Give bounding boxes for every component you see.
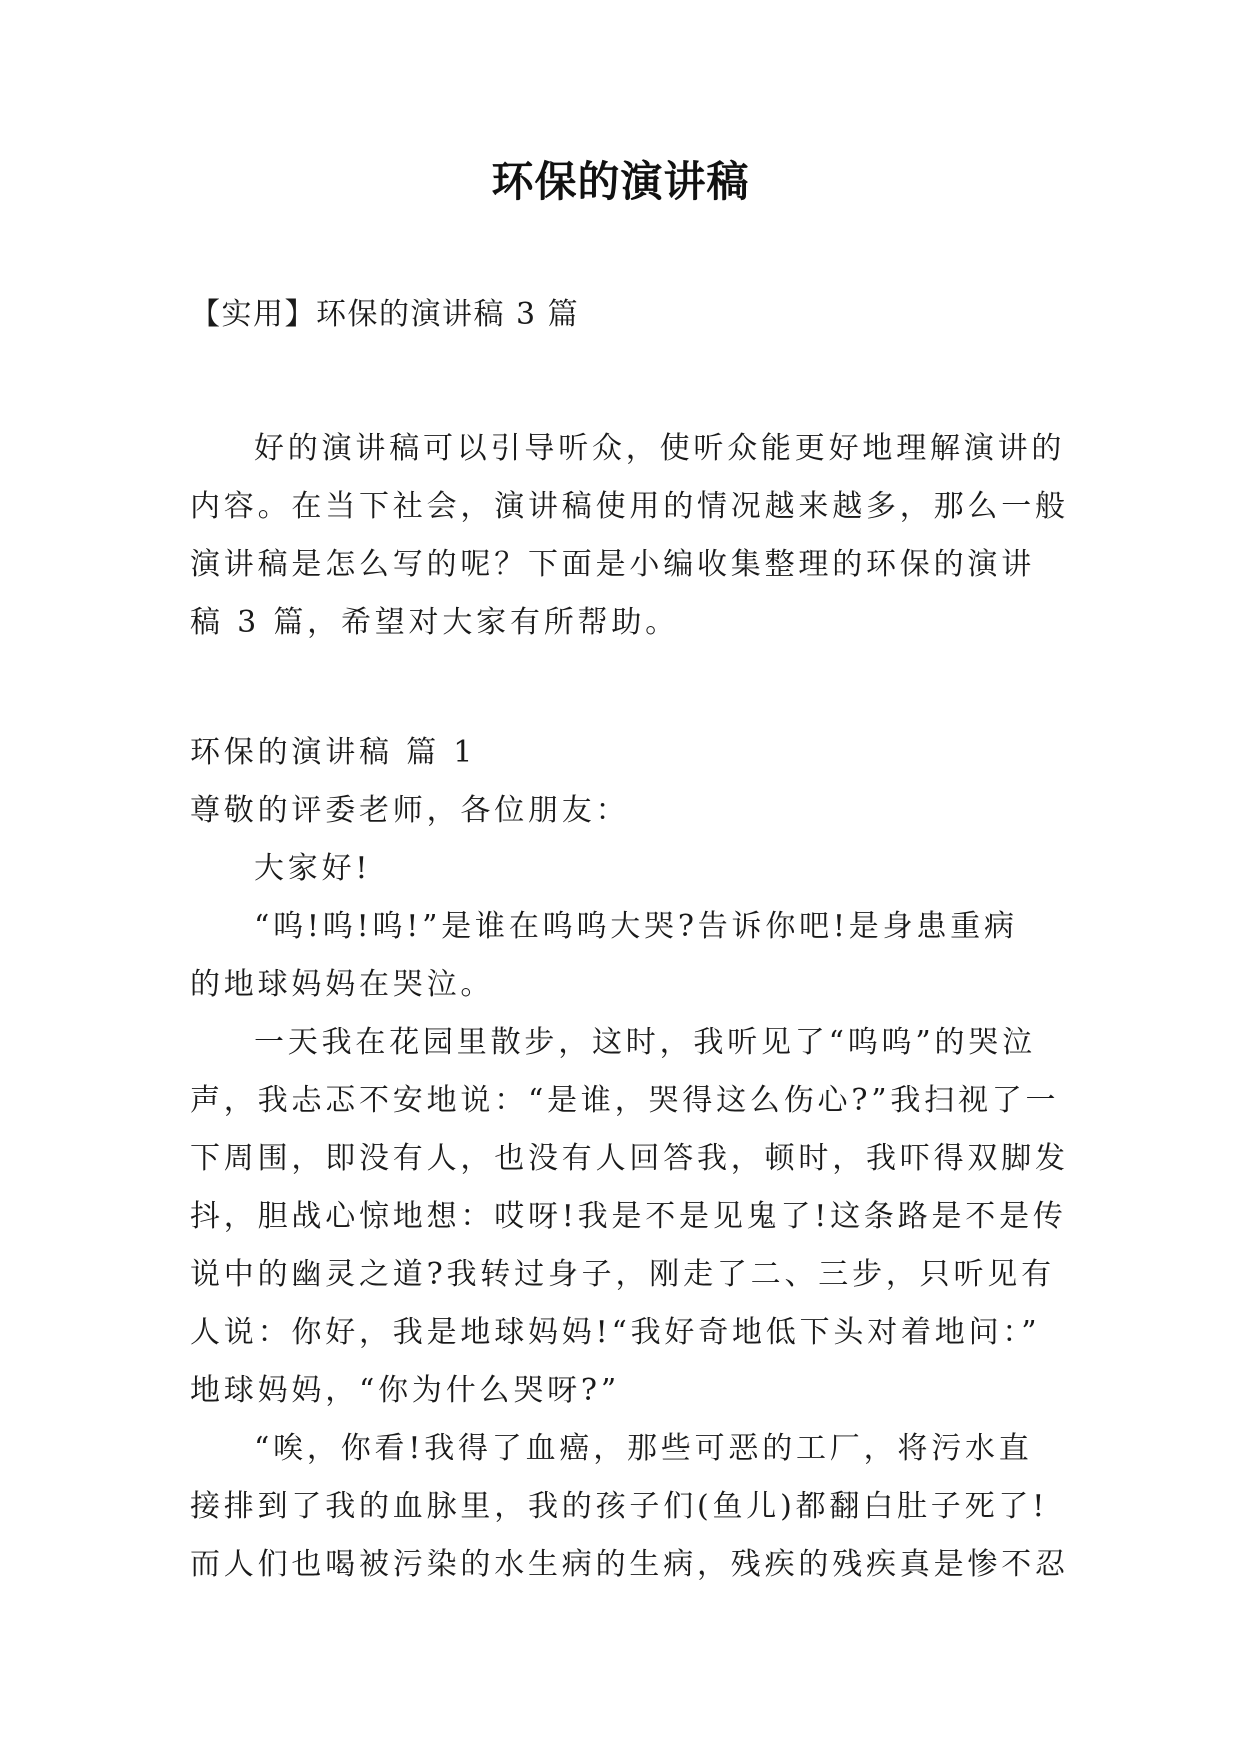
body-paragraph-3	[190, 1420, 1069, 1594]
spacer	[190, 344, 1052, 420]
intro-paragraph	[190, 420, 1069, 652]
intro-line: 稿 3 篇，希望对大家有所帮助。	[190, 605, 679, 640]
intro-line: 内容。在当下社会，演讲稿使用的情况越来越多，那么一般	[190, 489, 1069, 524]
paragraph-line: “呜!呜!呜!”是谁在呜呜大哭?告诉你吧!是身患重病	[254, 909, 1018, 944]
document-body	[190, 286, 1069, 1594]
intro-line: 演讲稿是怎么写的呢？下面是小编收集整理的环保的演讲	[190, 547, 1035, 582]
greeting: 大家好!	[254, 851, 372, 886]
paragraph-line: 而人们也喝被污染的水生病的生病，残疾的残疾真是惨不忍	[190, 1547, 1069, 1582]
paragraph-line: 说中的幽灵之道?我转过身子，刚走了二、三步，只听见有	[190, 1257, 1055, 1292]
section-heading: 环保的演讲稿 篇 1	[190, 735, 477, 770]
body-paragraph-2	[190, 1014, 1069, 1420]
salutation: 尊敬的评委老师，各位朋友：	[190, 793, 630, 828]
intro-line: 好的演讲稿可以引导听众，使听众能更好地理解演讲的	[254, 431, 1066, 466]
document-subtitle: 【实用】环保的演讲稿 3 篇	[190, 297, 580, 332]
page-title: 环保的演讲稿	[491, 157, 750, 206]
paragraph-line: 接排到了我的血脉里，我的孩子们(鱼儿)都翻白肚子死了!	[190, 1489, 1049, 1524]
paragraph-line: 抖，胆战心惊地想：哎呀!我是不是见鬼了!这条路是不是传	[190, 1199, 1067, 1234]
paragraph-line: 地球妈妈，“你为什么哭呀?”	[190, 1373, 620, 1408]
paragraph-line: 声，我忐忑不安地说：“是谁，哭得这么伤心?”我扫视了一	[190, 1083, 1060, 1118]
paragraph-line: “唉，你看!我得了血癌，那些可恶的工厂，将污水直	[254, 1431, 1033, 1466]
paragraph-line: 一天我在花园里散步，这时，我听见了“呜呜”的哭泣	[254, 1025, 1036, 1060]
body-paragraph-1	[190, 898, 1052, 1014]
paragraph-line: 的地球妈妈在哭泣。	[190, 967, 495, 1002]
paragraph-line: 下周围，即没有人，也没有人回答我，顿时，我吓得双脚发	[190, 1141, 1069, 1176]
spacer	[190, 652, 1052, 724]
paragraph-line: 人说：你好，我是地球妈妈!“我好奇地低下头对着地问：”	[190, 1315, 1041, 1350]
